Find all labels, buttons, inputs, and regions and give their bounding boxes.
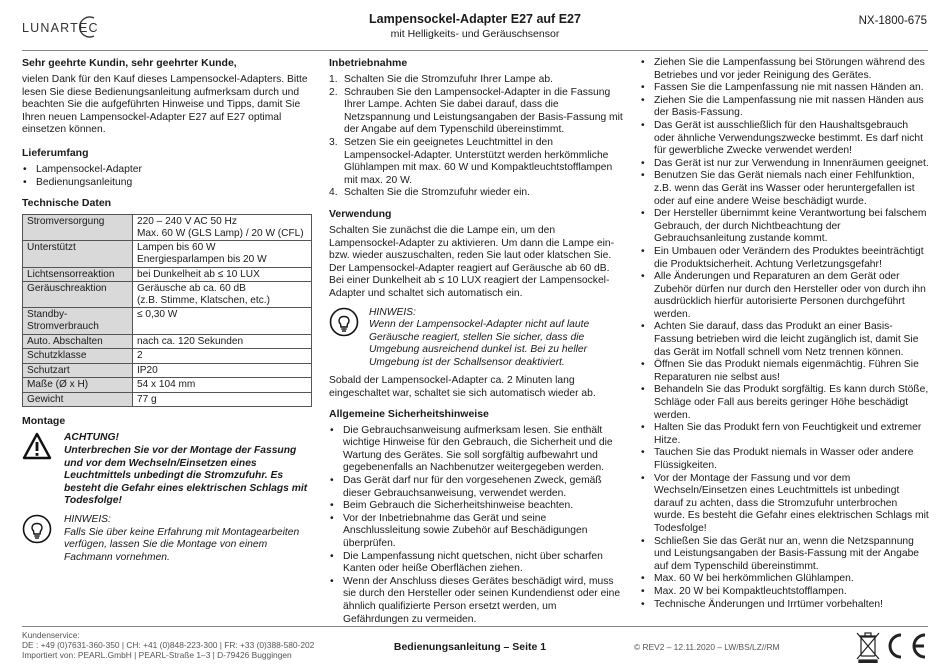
page-header	[0, 0, 950, 50]
spec-key: Lichtsensorreaktion	[23, 267, 133, 282]
list-item: • Beim Gebrauch die Sicherheitshinweise beachten.	[329, 500, 624, 513]
spec-value: Lampen bis 60 W Energiesparlampen bis 20 W	[133, 241, 312, 267]
spec-key: Maße (Ø x H)	[23, 378, 133, 393]
crossed-bin-icon	[857, 633, 879, 663]
hint-title: HINWEIS:	[369, 306, 416, 318]
spec-value: IP20	[133, 363, 312, 378]
spec-row	[23, 267, 312, 282]
step-item: 2. Schrauben Sie den Lampensockel-Adapter in die Fassung Ihrer Lampe. Achten Sie dabei darauf, dass die Netzspannung und Leistungsangaben der Basis-Fassung mit der Angabe auf dem Typenschild übereinstimmt.	[329, 86, 623, 136]
list-item: • Das Gerät ist ausschließlich für den Haushaltsgebrauch oder ähnliche Verwendungszwecke bestimmt. Es darf nicht für gewerbliche Zwecke verwendet werden!	[640, 120, 930, 158]
use-hint-notice	[329, 307, 624, 370]
warning-triangle-icon	[22, 432, 52, 462]
spec-row	[23, 241, 312, 267]
ce-mark-icon	[890, 635, 925, 657]
list-item: • Fassen Sie die Lampenfassung nie mit nassen Händen an.	[640, 82, 930, 95]
step-item: 3. Setzen Sie ein geeignetes Leuchtmittel in den Lampensockel-Adapter. Unterstützt werden herkömmliche Glühlampen mit max. 60 W und Kompaktleuchtstofflampen mit max. 20 W.	[329, 136, 613, 186]
document-subtitle: mit Helligkeits- und Geräuschsensor	[390, 28, 560, 40]
spec-value: ≤ 0,30 W	[133, 308, 312, 334]
scope-list	[22, 164, 314, 189]
spec-key: Gewicht	[23, 392, 133, 407]
scope-heading: Lieferumfang	[22, 146, 89, 159]
safety-list-continued	[640, 57, 930, 611]
page-label: Bedienungsanleitung – Seite 1	[393, 641, 547, 653]
list-item: • Ziehen Sie die Lampenfassung nie mit nassen Händen aus der Basis-Fassung.	[640, 95, 930, 120]
customer-service-info	[22, 630, 314, 661]
list-item: • Technische Änderungen und Irrtümer vorbehalten!	[640, 599, 930, 612]
list-item: • Schließen Sie das Gerät nur an, wenn die Netzspannung und Leistungsangaben der Basis-Fassung mit der Angabe auf dem Typenschild übereinstimmt.	[640, 536, 930, 574]
list-item: • Vor der Inbetriebnahme das Gerät und seine Anschlussleitung sowie Zubehör auf Beschädigungen überprüfen.	[329, 513, 624, 551]
list-item: • Das Gerät darf nur für den vorgesehenen Zweck, gemäß dieser Gebrauchsanweisung, verwendet werden.	[329, 475, 624, 500]
spec-table	[22, 214, 312, 407]
spec-row	[23, 392, 312, 407]
hint-text: Wenn der Lampensockel-Adapter nicht auf laute Geräusche reagiert, stellen Sie sicher, dass die Umgebung ausreichend dunkel ist. Bei zu heller Umgebung ist der Schallsensor deaktiviert.	[369, 319, 590, 368]
lightbulb-icon	[329, 307, 359, 337]
list-item: • Lampensockel-Adapter	[22, 164, 314, 177]
list-item: • Alle Änderungen und Reparaturen an dem Gerät oder Zubehör dürfen nur durch den Hersteller oder von durch ihn ausdrücklich hierfür autorisierte Personen durchgeführt werden.	[640, 271, 930, 321]
list-item: • Halten Sie das Produkt fern von Feuchtigkeit und extremer Hitze.	[640, 422, 930, 447]
spec-value: 2	[133, 349, 312, 364]
mount-heading: Montage	[22, 415, 66, 428]
use-heading: Verwendung	[329, 207, 392, 220]
spec-row	[23, 282, 312, 308]
list-item: • Ein Umbauen oder Verändern des Produktes beeinträchtigt die Produktsicherheit. Achtung Verletzungsgefahr!	[640, 246, 930, 271]
warning-title: ACHTUNG!	[64, 432, 119, 444]
intro-text: vielen Dank für den Kauf dieses Lampensockel-Adapters. Bitte lesen Sie diese Bedienungsanleitung aufmerksam durch und beachten Sie die aufgeführten Hinweise und Tipps, damit Sie Ihren neuen Lampensockel-Adapter E27 auf E27 optimal einsetzen können.	[22, 74, 308, 136]
list-item: • Der Hersteller übernimmt keine Verantwortung bei falschem Gebrauch, der durch Nichtbeachtung der Gebrauchsanleitung zustande kommt.	[640, 208, 930, 246]
spec-row	[23, 378, 312, 393]
spec-key: Unterstützt	[23, 241, 133, 267]
spec-key: Auto. Abschalten	[23, 334, 133, 349]
list-item: • Öffnen Sie das Produkt niemals eigenmächtig. Führen Sie Reparaturen nie selbst aus!	[640, 359, 930, 384]
tech-data-heading: Technische Daten	[22, 197, 112, 210]
service-phones: DE : +49 (0)7631-360-350 | CH: +41 (0)848-223-300 | FR: +33 (0)388-580-202	[22, 640, 315, 651]
spec-key: Schutzklasse	[23, 349, 133, 364]
spec-row	[23, 308, 312, 334]
list-item: • Achten Sie darauf, dass das Produkt an einer Basis-Fassung betrieben wird die leicht zugänglich ist, damit Sie das Gerät im Notfall schnell vom Netz trennen können.	[640, 321, 930, 359]
spec-value: bei Dunkelheit ab ≤ 10 LUX	[133, 267, 312, 282]
spec-key: Schutzart	[23, 363, 133, 378]
column-left	[22, 57, 314, 570]
spec-row	[23, 363, 312, 378]
spec-value: Geräusche ab ca. 60 dB (z.B. Stimme, Klatschen, etc.)	[133, 282, 312, 308]
list-item: • Ziehen Sie die Lampenfassung bei Störungen während des Betriebes und vor jeder Reinigung des Gerätes.	[640, 57, 930, 82]
hint-title: HINWEIS:	[64, 514, 111, 526]
setup-heading: Inbetriebnahme	[329, 57, 408, 69]
list-item: • Wenn der Anschluss dieses Gerätes beschädigt wird, muss sie durch den Hersteller oder seinen Kundendienst oder eine ähnlich qualifizierte Person ersetzt werden, um Gefährdungen zu vermeiden.	[329, 576, 624, 626]
document-title: Lampensockel-Adapter E27 auf E27	[369, 12, 581, 26]
spec-value: 220 – 240 V AC 50 Hz Max. 60 W (GLS Lamp) / 20 W (CFL)	[133, 215, 312, 241]
footer-divider	[22, 626, 928, 627]
lightbulb-icon	[22, 514, 52, 544]
list-item: • Max. 20 W bei Kompaktleuchtstofflampen.	[640, 586, 930, 599]
revision-info: © REV2 – 12.11.2020 – LW/BS/LZ//RM	[634, 642, 780, 652]
list-item: • Vor der Montage der Fassung und vor dem Wechseln/Einsetzen eines Leuchtmittels ist unbedingt darauf zu achten, dass die Stromzufuhr unterbrochen wurde. Es besteht die Gefahr eines elektrischen Schlags mit Todesfolge!	[640, 473, 930, 536]
importer-info: Importiert von: PEARL.GmbH | PEARL-Straße 1–3 | D-79426 Buggingen	[22, 650, 292, 661]
list-item: • Die Lampenfassung nicht quetschen, nicht über scharfen Kanten oder heiße Oberflächen ziehen.	[329, 551, 624, 576]
list-item: • Tauchen Sie das Produkt niemals in Wasser oder andere Flüssigkeiten.	[640, 447, 930, 472]
warning-text: Unterbrechen Sie vor der Montage der Fassung und vor dem Wechseln/Einsetzen eines Leuchtmittels unbedingt die Stromzufuhr. Es besteht die Gefahr eines elektrischen Schlags mit Todesfolge!	[64, 445, 308, 507]
hint-text: Falls Sie über keine Erfahrung mit Montagearbeiten verfügen, lassen Sie die Montage von einem Fachmann vornehmen.	[64, 526, 300, 563]
spec-key: Stromversorgung	[23, 215, 133, 241]
auto-off-text: Sobald der Lampensockel-Adapter ca. 2 Minuten lang eingeschaltet war, schaltet sie sich automatisch wieder ab.	[329, 375, 596, 400]
safety-heading: Allgemeine Sicherheitshinweise	[329, 407, 489, 420]
spec-value: 77 g	[133, 392, 312, 407]
hint-notice	[22, 514, 314, 564]
svg-text:LUNARTEC: LUNARTEC	[22, 21, 99, 35]
greeting-heading: Sehr geehrte Kundin, sehr geehrter Kunde,	[22, 57, 237, 69]
list-item: • Bedienungsanleitung	[22, 177, 314, 190]
list-item: • Die Gebrauchsanweisung aufmerksam lesen. Sie enthält wichtige Hinweise für den Gebrauch, die Sicherheit und die Wartung des Gerätes. Sie soll sorgfältig aufbewahrt und gegebenenfalls an Nachbenutzer weitergegeben werden.	[329, 425, 624, 475]
warning-notice	[22, 432, 314, 508]
spec-value: 54 x 104 mm	[133, 378, 312, 393]
service-label: Kundenservice:	[22, 630, 80, 640]
spec-value: nach ca. 120 Sekunden	[133, 334, 312, 349]
spec-key: Geräuschreaktion	[23, 282, 133, 308]
step-item: 1. Schalten Sie die Stromzufuhr Ihrer Lampe ab.	[329, 74, 553, 85]
certification-marks	[855, 629, 930, 663]
column-middle	[329, 57, 624, 626]
column-right	[640, 57, 930, 611]
step-item: 4. Schalten Sie die Stromzufuhr wieder ein.	[329, 187, 531, 199]
spec-row	[23, 349, 312, 364]
list-item: • Max. 60 W bei herkömmlichen Glühlampen.	[640, 573, 930, 586]
header-divider	[22, 50, 928, 51]
setup-steps	[329, 74, 624, 200]
use-text: Schalten Sie zunächst die die Lampe ein, um den Lampensockel-Adapter zu aktivieren. Um dann die Lampe ein- bzw. wieder auszuschalten, reden Sie laut oder klatschen Sie. Der Lampensockel-Adapter reagiert auf Geräusche ab 60 dB. Bei einer Dunkelheit ab ≤ 10 LUX reagiert der Lampensockel-Adapter und schaltet sich automatisch ein.	[329, 224, 615, 299]
brand-logo	[22, 14, 142, 40]
spec-key: Standby- Stromverbrauch	[23, 308, 133, 334]
list-item: • Behandeln Sie das Produkt sorgfältig. Es kann durch Stöße, Schläge oder Fall aus bereits geringer Höhe beschädigt werden.	[640, 384, 930, 422]
spec-row	[23, 215, 312, 241]
safety-list	[329, 425, 624, 627]
article-number: NX-1800-675	[858, 15, 927, 27]
list-item: • Das Gerät ist nur zur Verwendung in Innenräumen geeignet.	[640, 158, 930, 171]
list-item: • Benutzen Sie das Gerät niemals nach einer Fehlfunktion, z.B. wenn das Gerät ins Wasser oder heruntergefallen ist oder auf eine andere Weise beschädigt wurde.	[640, 170, 930, 208]
spec-row	[23, 334, 312, 349]
